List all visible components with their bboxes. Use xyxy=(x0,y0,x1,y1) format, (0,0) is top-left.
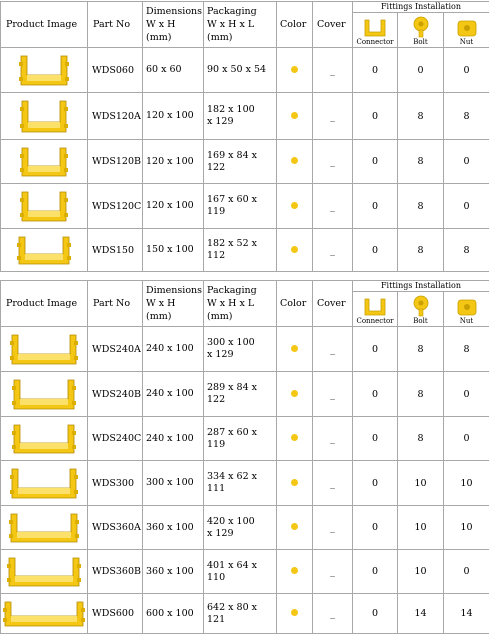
color-swatch xyxy=(291,567,298,574)
header-nut-label: Nut xyxy=(459,38,474,46)
dimensions-cell xyxy=(143,140,204,184)
part-no-cell xyxy=(88,327,143,372)
header-packaging-unit: W x H x L (mm) xyxy=(207,19,255,43)
color-cell xyxy=(277,506,313,550)
nut-count: 0 xyxy=(463,156,470,167)
packaging-cell xyxy=(204,594,277,634)
connector-count: 0 xyxy=(371,433,379,444)
product-image-cell xyxy=(1,140,88,184)
header-nut xyxy=(444,13,489,48)
packaging-value: 300 x 100 xyxy=(207,337,255,348)
bolt-count: 8 xyxy=(417,110,424,122)
nut-count-cell xyxy=(444,506,489,550)
header-bolt-label: Bolt xyxy=(413,317,428,325)
product-image xyxy=(8,510,80,546)
connector-count: 0 xyxy=(371,64,379,76)
connector-count: 0 xyxy=(371,200,379,212)
dimensions-cell xyxy=(143,184,204,229)
nut-count-cell xyxy=(444,93,489,140)
bolt-count: 10 xyxy=(414,566,427,577)
color-cell xyxy=(277,461,313,506)
product-image-cell xyxy=(1,417,88,461)
color-swatch xyxy=(291,112,298,119)
color-cell xyxy=(277,93,313,140)
cover-cell xyxy=(313,550,353,594)
packaging-cell xyxy=(204,550,277,594)
header-bolt xyxy=(398,13,444,48)
part-no: WDS060 xyxy=(92,64,135,76)
packaging-value: 401 x 64 x 110 xyxy=(207,559,257,583)
table-row xyxy=(1,327,489,372)
header-connector-label: Connector xyxy=(356,38,394,46)
packaging-value-cont: x 129 xyxy=(207,527,234,539)
dimensions-value: 60 x 60 xyxy=(146,64,182,75)
connector-count: 0 xyxy=(371,608,379,619)
nut-count: 8 xyxy=(463,343,470,355)
nut-count-cell xyxy=(444,594,489,634)
dimensions-value: 150 x 100 xyxy=(146,244,194,255)
cover-value: _ xyxy=(330,608,335,619)
table-row xyxy=(1,372,489,417)
dimensions-value: 360 x 100 xyxy=(146,521,194,533)
dimensions-value: 600 x 100 xyxy=(146,607,194,619)
product-image xyxy=(19,97,69,136)
part-no: WDS150 xyxy=(92,244,135,256)
connector-count-cell xyxy=(353,48,398,93)
dimensions-cell xyxy=(143,327,204,372)
dimensions-cell xyxy=(143,506,204,550)
nut-count: 10 xyxy=(460,477,473,489)
product-image-cell xyxy=(1,93,88,140)
connector-count: 0 xyxy=(371,522,379,533)
packaging-value: 90 x 50 x 54 xyxy=(207,64,267,75)
bolt-count: 8 xyxy=(417,244,424,256)
header-dimensions-unit: W x H (mm) xyxy=(146,298,176,322)
part-no-cell xyxy=(88,48,143,93)
part-no-cell xyxy=(88,550,143,594)
part-no-cell xyxy=(88,93,143,140)
header-part-no: Part No xyxy=(88,281,143,327)
color-cell xyxy=(277,48,313,93)
nut-count: 0 xyxy=(463,566,470,577)
table-row xyxy=(1,594,489,634)
header-part-no: Part No xyxy=(88,2,143,48)
nut-count-cell xyxy=(444,327,489,372)
bolt-count-cell xyxy=(398,506,444,550)
cover-value: _ xyxy=(330,566,335,577)
header-packaging-label: Packaging xyxy=(207,6,257,17)
bolt-count-cell xyxy=(398,327,444,372)
part-no: WDS240A xyxy=(92,343,141,355)
bolt-count-cell xyxy=(398,184,444,229)
connector-count-cell xyxy=(353,550,398,594)
header-product-image: Product Image xyxy=(1,2,88,48)
connector-count-cell xyxy=(353,327,398,372)
product-image xyxy=(2,598,86,630)
color-swatch xyxy=(291,479,298,486)
part-no-cell xyxy=(88,594,143,634)
packaging-value-cont: x 129 xyxy=(207,116,234,127)
dimensions-value: 240 x 100 xyxy=(146,388,194,399)
packaging-cell xyxy=(204,461,277,506)
part-no-cell xyxy=(88,417,143,461)
color-swatch xyxy=(291,609,298,616)
header-fittings: Fittings Installation xyxy=(353,2,489,13)
color-cell xyxy=(277,140,313,184)
connector-count-cell xyxy=(353,184,398,229)
product-image xyxy=(19,144,69,180)
part-no-cell xyxy=(88,372,143,417)
product-image xyxy=(19,188,69,225)
dimensions-cell xyxy=(143,229,204,272)
product-image xyxy=(11,421,77,457)
nut-count-cell xyxy=(444,140,489,184)
bolt-count: 8 xyxy=(417,156,424,167)
nut-icon xyxy=(456,297,478,317)
product-image xyxy=(9,331,79,368)
nut-count: 8 xyxy=(463,244,470,256)
header-packaging-label: Packaging xyxy=(207,285,257,296)
color-swatch xyxy=(291,345,298,352)
product-image xyxy=(9,465,79,502)
cover-value: _ xyxy=(330,522,335,533)
dimensions-value: 120 x 100 xyxy=(146,200,194,211)
cover-value: _ xyxy=(330,477,335,489)
dimensions-value: 240 x 100 xyxy=(146,343,194,354)
packaging-cell xyxy=(204,229,277,272)
table-row xyxy=(1,461,489,506)
connector-count-cell xyxy=(353,93,398,140)
connector-count-cell xyxy=(353,140,398,184)
header-cover: Cover xyxy=(313,2,353,48)
cover-value: _ xyxy=(330,64,335,76)
nut-count-cell xyxy=(444,184,489,229)
header-connector-label: Connector xyxy=(356,317,394,325)
packaging-value: 167 x 60 x 119 xyxy=(207,194,257,217)
bolt-count-cell xyxy=(398,594,444,634)
dimensions-value: 300 x 100 xyxy=(146,477,194,488)
header-packaging xyxy=(204,281,277,327)
header-dimensions-label: Dimensions xyxy=(146,285,203,296)
dimensions-cell xyxy=(143,461,204,506)
nut-count-cell xyxy=(444,48,489,93)
part-no-cell xyxy=(88,229,143,272)
table-row xyxy=(1,48,489,93)
nut-count-cell xyxy=(444,550,489,594)
header-fittings: Fittings Installation xyxy=(353,281,489,292)
color-swatch xyxy=(291,202,298,209)
packaging-value: 642 x 80 x 121 xyxy=(207,601,257,625)
connector-count: 0 xyxy=(371,477,379,489)
cover-value: _ xyxy=(330,244,335,256)
nut-count-cell xyxy=(444,417,489,461)
connector-count: 0 xyxy=(371,110,379,122)
connector-count-cell xyxy=(353,372,398,417)
bolt-count: 0 xyxy=(417,64,424,76)
part-no: WDS120B xyxy=(92,156,142,167)
header-color: Color xyxy=(277,281,313,327)
connector-count: 0 xyxy=(371,343,379,355)
header-packaging xyxy=(204,2,277,48)
nut-count: 0 xyxy=(463,433,470,444)
color-cell xyxy=(277,184,313,229)
bolt-count: 8 xyxy=(417,433,424,444)
product-image-cell xyxy=(1,229,88,272)
bolt-count: 8 xyxy=(417,200,424,212)
color-cell xyxy=(277,327,313,372)
packaging-cell xyxy=(204,93,277,140)
part-no-cell xyxy=(88,184,143,229)
bolt-count: 14 xyxy=(414,608,427,619)
bolt-count-cell xyxy=(398,93,444,140)
color-cell xyxy=(277,229,313,272)
dimensions-value: 120 x 100 xyxy=(146,110,194,121)
bolt-icon xyxy=(410,295,432,317)
connector-count-cell xyxy=(353,461,398,506)
product-image-cell xyxy=(1,594,88,634)
nut-icon xyxy=(456,18,478,38)
cover-value: _ xyxy=(330,388,335,400)
header-packaging-unit: W x H x L (mm) xyxy=(207,298,255,322)
table-row xyxy=(1,184,489,229)
dimensions-cell xyxy=(143,550,204,594)
bolt-count-cell xyxy=(398,48,444,93)
dimensions-value: 360 x 100 xyxy=(146,565,194,577)
color-swatch xyxy=(291,157,298,164)
header-cover: Cover xyxy=(313,281,353,327)
cover-cell xyxy=(313,461,353,506)
product-image-cell xyxy=(1,327,88,372)
bolt-count-cell xyxy=(398,140,444,184)
packaging-value: 334 x 62 x 111 xyxy=(207,471,257,494)
dimensions-cell xyxy=(143,594,204,634)
bolt-count-cell xyxy=(398,372,444,417)
header-connector xyxy=(353,292,398,327)
packaging-cell xyxy=(204,372,277,417)
bolt-count-cell xyxy=(398,461,444,506)
cover-value: _ xyxy=(330,200,335,212)
part-no: WDS360A xyxy=(92,522,141,533)
part-no: WDS600 xyxy=(92,608,135,619)
product-table-2 xyxy=(0,280,489,634)
bolt-count-cell xyxy=(398,550,444,594)
cover-value: _ xyxy=(330,433,335,444)
header-bolt xyxy=(398,292,444,327)
cover-cell xyxy=(313,372,353,417)
packaging-cell xyxy=(204,327,277,372)
product-image xyxy=(11,376,77,413)
product-table-1 xyxy=(0,1,489,272)
header-nut xyxy=(444,292,489,327)
product-image xyxy=(6,554,82,590)
packaging-value: 169 x 84 x 122 xyxy=(207,149,257,173)
product-image-cell xyxy=(1,461,88,506)
part-no: WDS120C xyxy=(92,200,142,212)
packaging-cell xyxy=(204,140,277,184)
color-cell xyxy=(277,594,313,634)
connector-count: 0 xyxy=(371,244,379,256)
part-no: WDS300 xyxy=(92,477,135,489)
cover-cell xyxy=(313,327,353,372)
dimensions-cell xyxy=(143,48,204,93)
part-no-cell xyxy=(88,506,143,550)
part-no-cell xyxy=(88,140,143,184)
packaging-cell xyxy=(204,48,277,93)
table-row xyxy=(1,550,489,594)
table-row xyxy=(1,140,489,184)
product-image-cell xyxy=(1,506,88,550)
bolt-count-cell xyxy=(398,229,444,272)
part-no: WDS240B xyxy=(92,388,142,400)
packaging-value-cont: x 129 xyxy=(207,349,234,360)
connector-count: 0 xyxy=(371,566,379,577)
connector-icon xyxy=(362,18,388,38)
connector-count: 0 xyxy=(371,388,379,400)
color-cell xyxy=(277,417,313,461)
nut-count: 0 xyxy=(463,64,470,76)
header-bolt-label: Bolt xyxy=(413,38,428,46)
nut-count-cell xyxy=(444,229,489,272)
connector-count-cell xyxy=(353,417,398,461)
color-swatch xyxy=(291,246,298,253)
color-swatch xyxy=(291,390,298,397)
nut-count: 10 xyxy=(460,522,473,533)
cover-cell xyxy=(313,594,353,634)
table-row xyxy=(1,417,489,461)
product-image-cell xyxy=(1,184,88,229)
bolt-count: 10 xyxy=(414,477,427,489)
cover-cell xyxy=(313,93,353,140)
nut-count: 0 xyxy=(463,200,470,212)
dimensions-cell xyxy=(143,372,204,417)
bolt-count: 10 xyxy=(414,522,427,533)
nut-count-cell xyxy=(444,461,489,506)
bolt-count: 8 xyxy=(417,343,424,355)
connector-icon xyxy=(362,297,388,317)
bolt-count-cell xyxy=(398,417,444,461)
packaging-value: 182 x 100 xyxy=(207,104,255,115)
connector-count-cell xyxy=(353,594,398,634)
bolt-icon xyxy=(410,16,432,38)
nut-count: 14 xyxy=(460,608,473,619)
part-no: WDS120A xyxy=(92,110,141,122)
nut-count: 8 xyxy=(463,110,470,122)
product-image-cell xyxy=(1,550,88,594)
cover-value: _ xyxy=(330,343,335,355)
header-product-image: Product Image xyxy=(1,281,88,327)
color-cell xyxy=(277,550,313,594)
cover-cell xyxy=(313,48,353,93)
packaging-cell xyxy=(204,417,277,461)
product-image xyxy=(16,233,72,268)
cover-cell xyxy=(313,506,353,550)
table-row xyxy=(1,229,489,272)
nut-count-cell xyxy=(444,372,489,417)
cover-cell xyxy=(313,417,353,461)
dimensions-value: 240 x 100 xyxy=(146,432,194,444)
packaging-value: 287 x 60 x 119 xyxy=(207,426,257,450)
bolt-count: 8 xyxy=(417,388,424,400)
product-image-cell xyxy=(1,372,88,417)
header-nut-label: Nut xyxy=(459,317,474,325)
part-no: WDS360B xyxy=(92,566,142,577)
connector-count: 0 xyxy=(371,156,379,167)
connector-count-cell xyxy=(353,506,398,550)
table-row xyxy=(1,506,489,550)
color-swatch xyxy=(291,66,298,73)
part-no-cell xyxy=(88,461,143,506)
packaging-value: 289 x 84 x 122 xyxy=(207,382,257,405)
packaging-value: 182 x 52 x 112 xyxy=(207,238,257,261)
color-cell xyxy=(277,372,313,417)
color-swatch xyxy=(291,523,298,530)
cover-value: _ xyxy=(330,156,335,167)
packaging-cell xyxy=(204,506,277,550)
header-connector xyxy=(353,13,398,48)
part-no: WDS240C xyxy=(92,433,142,444)
packaging-cell xyxy=(204,184,277,229)
header-dimensions xyxy=(143,281,204,327)
connector-count-cell xyxy=(353,229,398,272)
header-dimensions xyxy=(143,2,204,48)
table-row xyxy=(1,93,489,140)
header-color: Color xyxy=(277,2,313,48)
dimensions-cell xyxy=(143,417,204,461)
cover-value: _ xyxy=(330,110,335,122)
nut-count: 0 xyxy=(463,388,470,400)
header-dimensions-unit: W x H (mm) xyxy=(146,19,176,43)
cover-cell xyxy=(313,140,353,184)
product-image-cell xyxy=(1,48,88,93)
header-dimensions-label: Dimensions xyxy=(146,6,203,17)
cover-cell xyxy=(313,229,353,272)
dimensions-value: 120 x 100 xyxy=(146,155,194,167)
color-swatch xyxy=(291,434,298,441)
cover-cell xyxy=(313,184,353,229)
product-image xyxy=(18,52,70,89)
dimensions-cell xyxy=(143,93,204,140)
packaging-value: 420 x 100 xyxy=(207,515,255,527)
